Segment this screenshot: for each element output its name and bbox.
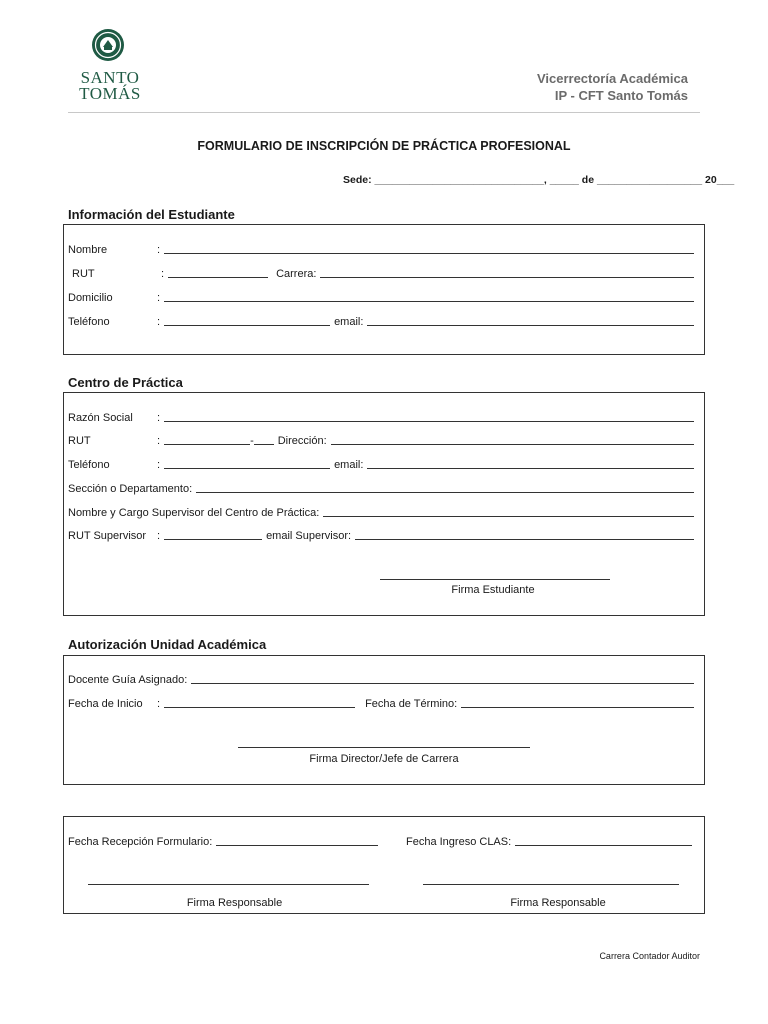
centro-telefono-email-row bbox=[68, 457, 696, 471]
firma-responsable-2-line[interactable] bbox=[423, 884, 679, 885]
email-field[interactable] bbox=[367, 325, 694, 326]
supervisor-label: Nombre y Cargo Supervisor del Centro de Práctica: bbox=[68, 507, 320, 519]
centro-practica-box bbox=[63, 392, 705, 616]
nombre-field[interactable] bbox=[164, 253, 694, 254]
rut-field[interactable] bbox=[168, 277, 268, 278]
direccion-label: Dirección: bbox=[277, 435, 327, 447]
seccion-row bbox=[68, 481, 696, 495]
firma-estudiante-label: Firma Estudiante bbox=[451, 584, 535, 596]
colon: : bbox=[157, 292, 161, 304]
docente-row bbox=[68, 672, 696, 686]
colon: : bbox=[161, 268, 165, 280]
rut-supervisor-field[interactable] bbox=[164, 539, 262, 540]
domicilio-field[interactable] bbox=[164, 301, 694, 302]
fecha-clas-label: Fecha Ingreso CLAS: bbox=[406, 836, 512, 848]
colon: : bbox=[157, 698, 161, 710]
institution-line-1: Vicerrectoría Académica bbox=[536, 71, 688, 86]
telefono-email-row bbox=[68, 314, 696, 328]
domicilio-label: Domicilio bbox=[68, 292, 113, 304]
rut-supervisor-row bbox=[68, 528, 696, 542]
direccion-field[interactable] bbox=[331, 444, 694, 445]
colon: : bbox=[157, 316, 161, 328]
centro-telefono-label: Teléfono bbox=[68, 459, 110, 471]
rut-direccion-row bbox=[68, 433, 696, 447]
nombre-label: Nombre bbox=[68, 244, 108, 256]
centro-email-label: email: bbox=[334, 459, 364, 471]
firma-director-label: Firma Director/Jefe de Carrera bbox=[309, 753, 459, 765]
firma-director-line[interactable] bbox=[238, 747, 530, 748]
firma-responsable-2-label: Firma Responsable bbox=[510, 897, 606, 909]
centro-rut-dv-field[interactable] bbox=[254, 444, 274, 445]
docente-label: Docente Guía Asignado: bbox=[68, 674, 188, 686]
fecha-recepcion-row bbox=[68, 834, 380, 848]
colon: : bbox=[157, 459, 161, 471]
seccion-field[interactable] bbox=[196, 492, 694, 493]
firma-estudiante-line[interactable] bbox=[380, 579, 610, 580]
rut-dash: - bbox=[250, 435, 254, 447]
header-divider bbox=[68, 112, 700, 113]
carrera-field[interactable] bbox=[320, 277, 694, 278]
centro-email-field[interactable] bbox=[367, 468, 694, 469]
fecha-clas-row bbox=[406, 834, 694, 848]
section-heading-estudiante: Información del Estudiante bbox=[68, 207, 235, 222]
razon-social-label: Razón Social bbox=[68, 412, 133, 424]
centro-rut-label: RUT bbox=[68, 435, 91, 447]
supervisor-row bbox=[68, 505, 696, 519]
colon: : bbox=[157, 244, 161, 256]
nombre-row bbox=[68, 242, 696, 256]
colon: : bbox=[157, 412, 161, 424]
domicilio-row bbox=[68, 290, 696, 304]
colon: : bbox=[157, 435, 161, 447]
fecha-clas-field[interactable] bbox=[515, 845, 692, 846]
fecha-recepcion-field[interactable] bbox=[216, 845, 378, 846]
supervisor-field[interactable] bbox=[323, 516, 694, 517]
telefono-field[interactable] bbox=[164, 325, 330, 326]
fecha-recepcion-label: Fecha Recepción Formulario: bbox=[68, 836, 213, 848]
form-title: FORMULARIO DE INSCRIPCIÓN DE PRÁCTICA PROFESIONAL bbox=[197, 139, 571, 153]
centro-telefono-field[interactable] bbox=[164, 468, 330, 469]
email-supervisor-field[interactable] bbox=[355, 539, 694, 540]
fecha-inicio-field[interactable] bbox=[164, 707, 355, 708]
institution-line-2: IP - CFT Santo Tomás bbox=[554, 88, 688, 103]
email-supervisor-label: email Supervisor: bbox=[266, 530, 352, 542]
rut-label: RUT bbox=[72, 268, 95, 280]
telefono-label: Teléfono bbox=[68, 316, 110, 328]
docente-field[interactable] bbox=[191, 683, 694, 684]
section-heading-autorizacion: Autorización Unidad Académica bbox=[68, 637, 267, 652]
fecha-termino-label: Fecha de Término: bbox=[365, 698, 458, 710]
razon-social-field[interactable] bbox=[164, 421, 694, 422]
logo-wordmark bbox=[70, 70, 150, 102]
rut-supervisor-label: RUT Supervisor bbox=[68, 530, 147, 542]
seccion-label: Sección o Departamento: bbox=[68, 483, 193, 495]
section-heading-centro: Centro de Práctica bbox=[68, 375, 183, 390]
fecha-termino-field[interactable] bbox=[461, 707, 694, 708]
footer-carrera: Carrera Contador Auditor bbox=[599, 951, 700, 961]
email-label: email: bbox=[334, 316, 364, 328]
fechas-row bbox=[68, 696, 696, 710]
logo-line-2: TOMÁS bbox=[79, 84, 141, 103]
seal-icon bbox=[91, 28, 125, 62]
sede-line[interactable]: Sede: _____________________________, _____ de __________________ 20___ bbox=[343, 174, 735, 186]
carrera-label: Carrera: bbox=[276, 268, 317, 280]
fecha-inicio-label: Fecha de Inicio bbox=[68, 698, 143, 710]
centro-rut-field[interactable] bbox=[164, 444, 250, 445]
rut-carrera-row bbox=[68, 266, 696, 280]
firma-responsable-1-line[interactable] bbox=[88, 884, 369, 885]
firma-responsable-1-label: Firma Responsable bbox=[186, 897, 283, 909]
razon-social-row bbox=[68, 410, 696, 424]
logo-line-1: SANTO bbox=[80, 68, 140, 87]
colon: : bbox=[157, 530, 161, 542]
